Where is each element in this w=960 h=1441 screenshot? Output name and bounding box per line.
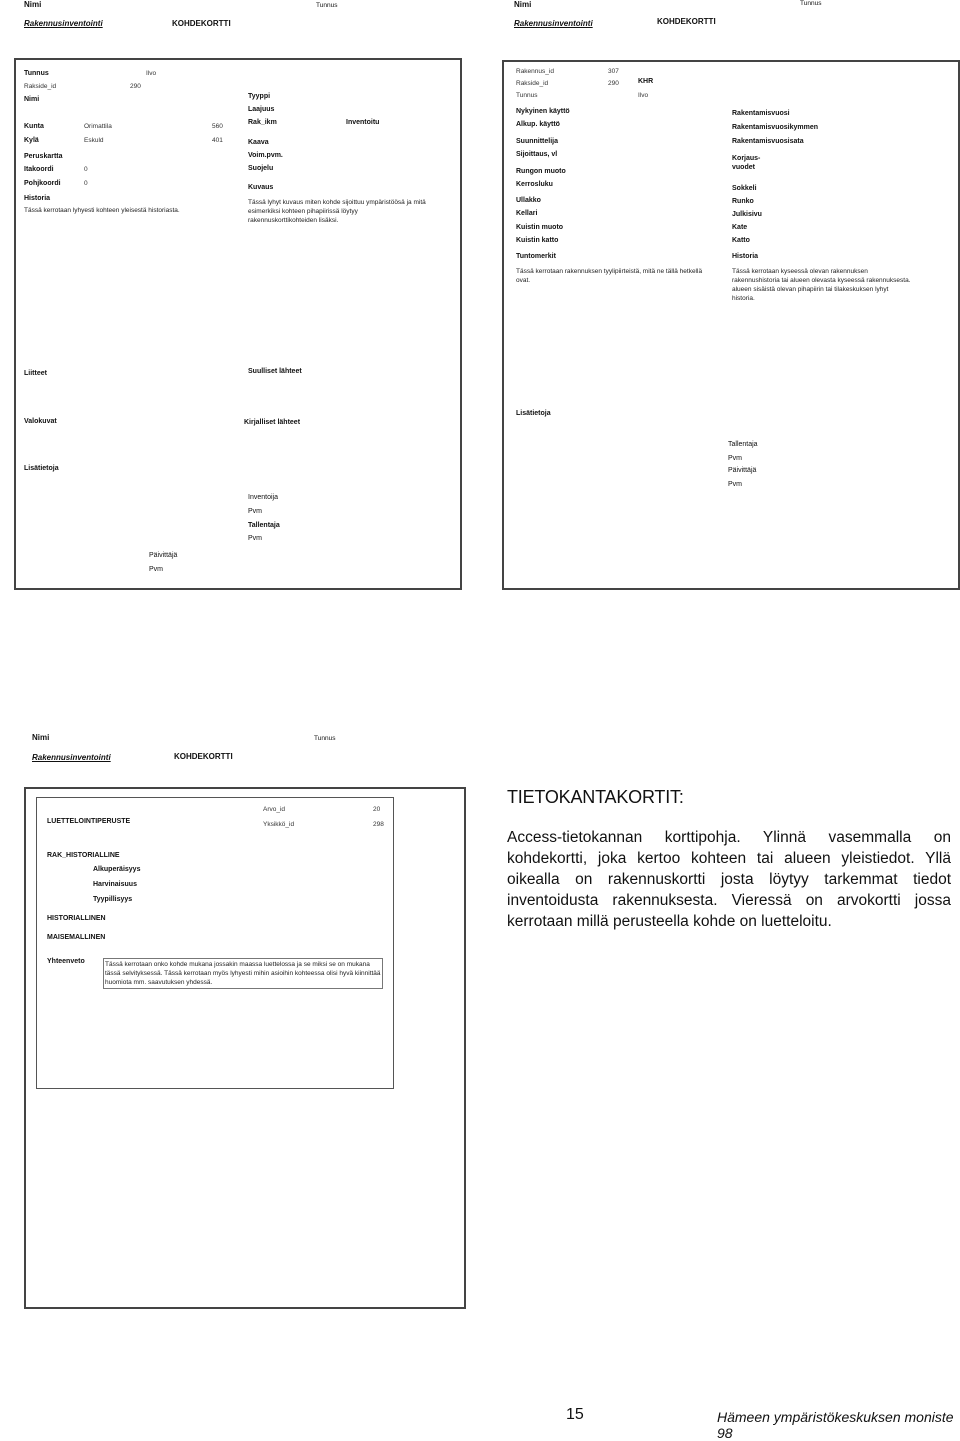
section-heading: TIETOKANTAKORTIT: bbox=[507, 787, 684, 807]
historia-text: Tässä kerrotaan lyhyesti kohteen yleisestä historiasta. bbox=[24, 207, 180, 214]
field-raksite-value: 290 bbox=[130, 83, 141, 90]
field-yhteenveto: Yhteenveto bbox=[47, 958, 85, 965]
rakennuskortti-card bbox=[502, 60, 960, 590]
field-lisatietoja: Lisätietoja bbox=[24, 465, 59, 472]
name-label: Nimi bbox=[24, 0, 42, 9]
field-khr: KHR bbox=[638, 78, 654, 85]
field-pvm-2a: Pvm bbox=[728, 455, 742, 462]
field-kuistin-katto: Kuistin katto bbox=[516, 237, 559, 244]
field-suulliset: Suulliset lähteet bbox=[248, 368, 302, 375]
field-sijoittelu: Sijoittaus, vl bbox=[516, 151, 558, 158]
tunnus-label: Tunnus bbox=[316, 2, 338, 9]
kohdekortti-label-3: KOHDEKORTTI bbox=[174, 752, 233, 761]
field-rakennus-id-value: 307 bbox=[608, 68, 619, 75]
field-kuistin-muoto: Kuistin muoto bbox=[516, 224, 564, 231]
field-paivittaja: Päivittäjä bbox=[149, 552, 178, 559]
field-nykyinen-kaytto: Nykyinen käyttö bbox=[516, 108, 570, 115]
field-kyla: Kylä bbox=[24, 137, 39, 144]
yhteenveto-text: Tässä kerrotaan onko kohde mukana jossakin maassa luettelossa ja se miksi se on mukana tässä selvityksessä. Tässä kerrotaan myös lyhyesti mihin asioihin kohteessa olisi hyvä kiinnittää huomiota mm. saavutuksen yhdessä. bbox=[103, 958, 383, 989]
field-pohjkoordi: Pohjkoordi bbox=[24, 180, 61, 187]
field-suojelu: Suojelu bbox=[248, 165, 274, 172]
field-arvo-id: Arvo_id bbox=[263, 806, 286, 813]
field-raksite: Rakside_id bbox=[24, 83, 57, 90]
field-rungon-muoto: Rungon muoto bbox=[516, 168, 566, 175]
field-kunta: Kunta bbox=[24, 123, 44, 130]
field-itakoordi-value: 0 bbox=[84, 166, 88, 173]
field-tallentaja: Tallentaja bbox=[248, 522, 280, 529]
field-rakentamisvuosi: Rakentamisvuosi bbox=[732, 110, 790, 117]
field-yksikko-id-value: 298 bbox=[373, 821, 384, 828]
field-rakentamisvuosikymmen: Rakentamisvuosikymmen bbox=[732, 124, 818, 131]
field-yksikko-id: Yksikkö_id bbox=[263, 821, 295, 828]
field-runko: Runko bbox=[732, 198, 754, 205]
card-title-2: Rakennusinventointi bbox=[514, 19, 593, 28]
field-kyla-value: Eskuld bbox=[84, 137, 104, 144]
field-kunta-num: 560 bbox=[212, 123, 223, 130]
field-rak-ikm: Rak_ikm bbox=[248, 119, 277, 126]
body-paragraph: Access-tietokannan korttipohja. Ylinnä vasemmalla on kohdekortti, joka kertoo kohteen tai alueen yleistiedot. Yllä oikealla on rakennuskortti josta löytyy tarkemmat tiedot inventoidusta rakennuksesta. Vieressä on arvokortti jossa kerrotaan millä perusteella kohde on luetteloitu. bbox=[507, 829, 951, 930]
field-historia-2: Historia bbox=[732, 253, 759, 260]
field-alkup-kaytto: Alkup. käyttö bbox=[516, 121, 560, 128]
field-kate: Kate bbox=[732, 224, 748, 231]
field-pohjkoordi-value: 0 bbox=[84, 180, 88, 187]
field-harvinaisuus: Harvinaisuus bbox=[93, 881, 137, 888]
field-rakside-id-value: 290 bbox=[608, 80, 619, 87]
field-kerrosluku: Kerrosluku bbox=[516, 181, 553, 188]
field-luettelointiperuste: LUETTELOINTIPERUSTE bbox=[47, 818, 131, 825]
field-nimi: Nimi bbox=[24, 96, 40, 103]
field-itakoordi: Itakoordi bbox=[24, 166, 54, 173]
name-label-3: Nimi bbox=[32, 733, 50, 742]
field-rakennus-id: Rakennus_id bbox=[516, 68, 554, 75]
card-title: Rakennusinventointi bbox=[24, 19, 103, 28]
field-inventoija: Inventoija bbox=[248, 494, 278, 501]
field-vuodet: vuodet bbox=[732, 164, 755, 171]
arvokortti-card bbox=[24, 787, 466, 1309]
page-number: 15 bbox=[566, 1406, 584, 1423]
field-tunnus-2-value: Ilvo bbox=[638, 92, 649, 99]
kohdekortti-card bbox=[14, 58, 462, 590]
field-historiallinen: HISTORIALLINEN bbox=[47, 915, 106, 922]
field-korjaus: Korjaus- bbox=[732, 155, 761, 162]
field-suunnittelija: Suunnittelija bbox=[516, 138, 558, 145]
field-tunnus-value: Ilvo bbox=[146, 70, 157, 77]
field-lisatietoja-2: Lisätietoja bbox=[516, 410, 551, 417]
field-kellari: Kellari bbox=[516, 210, 538, 217]
field-tyypillisyys: Tyypillisyys bbox=[93, 896, 133, 903]
field-pvm-2b: Pvm bbox=[728, 481, 742, 488]
field-kuvaus: Kuvaus bbox=[248, 184, 274, 191]
field-sokkeli: Sokkeli bbox=[732, 185, 757, 192]
field-katto: Katto bbox=[732, 237, 750, 244]
field-kirjalliset: Kirjalliset lähteet bbox=[244, 419, 301, 426]
field-pvm-1: Pvm bbox=[248, 508, 262, 515]
kohdekortti-label: KOHDEKORTTI bbox=[172, 19, 231, 28]
tunnus-label-2: Tunnus bbox=[800, 0, 822, 7]
field-kunta-value: Orimattila bbox=[84, 123, 112, 130]
field-paivittaja-2: Päivittäjä bbox=[728, 467, 757, 474]
field-historia: Historia bbox=[24, 195, 51, 202]
name-label-2: Nimi bbox=[514, 0, 532, 9]
tunnus-label-3: Tunnus bbox=[314, 735, 336, 742]
field-tallentaja-2: Tallentaja bbox=[728, 441, 758, 448]
field-pvm-2: Pvm bbox=[248, 535, 262, 542]
field-valokuvat: Valokuvat bbox=[24, 418, 57, 425]
field-tunnus: Tunnus bbox=[24, 70, 49, 77]
field-maisemallinen: MAISEMALLINEN bbox=[47, 934, 106, 941]
field-inventoitu: Inventoitu bbox=[346, 119, 380, 126]
tuntomerkit-text: Tässä kerrotaan rakennuksen tyylipiirteistä, mitä ne tällä hetkellä ovat. bbox=[516, 268, 703, 284]
publication-title: Hämeen ympäristökeskuksen moniste 98 bbox=[717, 1409, 954, 1441]
field-kaava: Kaava bbox=[248, 139, 269, 146]
field-arvo-id-value: 20 bbox=[373, 806, 381, 813]
field-laajuus: Laajuus bbox=[248, 106, 275, 113]
field-rakside-id: Rakside_id bbox=[516, 80, 549, 87]
kuvaus-text: Tässä lyhyt kuvaus miten kohde sijoittuu ympäristöösä ja mitä esimerkiksi kohteen pihapiirissä löytyy rakennuskorttikohteiden lisäksi. bbox=[248, 199, 426, 224]
field-liitteet: Liitteet bbox=[24, 370, 47, 377]
field-rak-historialline: RAK_HISTORIALLINE bbox=[47, 852, 120, 859]
field-rakentamisvuosisata: Rakentamisvuosisata bbox=[732, 138, 804, 145]
historia-2-text: Tässä kerrotaan kyseessä olevan rakennuksen rakennushistoria tai alueen olevasta kyseessä rakennuksesta. alueen sisäistä olevan pihapiirin tai tilakeskuksen lyhyt historia. bbox=[732, 268, 911, 302]
field-pvm-3: Pvm bbox=[149, 566, 163, 573]
field-ullakko: Ullakko bbox=[516, 197, 541, 204]
field-voim-pvm: Voim.pvm. bbox=[248, 152, 283, 159]
field-tunnus-2: Tunnus bbox=[516, 92, 538, 99]
card-title-3: Rakennusinventointi bbox=[32, 753, 111, 762]
field-alkuperaisyys: Alkuperäisyys bbox=[93, 866, 141, 873]
field-tyyppi: Tyyppi bbox=[248, 93, 271, 100]
kohdekortti-label-2: KOHDEKORTTI bbox=[657, 17, 716, 26]
field-peruskartta: Peruskartta bbox=[24, 153, 63, 160]
field-julkisivu: Julkisivu bbox=[732, 211, 762, 218]
field-tuntomerkit: Tuntomerkit bbox=[516, 253, 556, 260]
field-kyla-num: 401 bbox=[212, 137, 223, 144]
